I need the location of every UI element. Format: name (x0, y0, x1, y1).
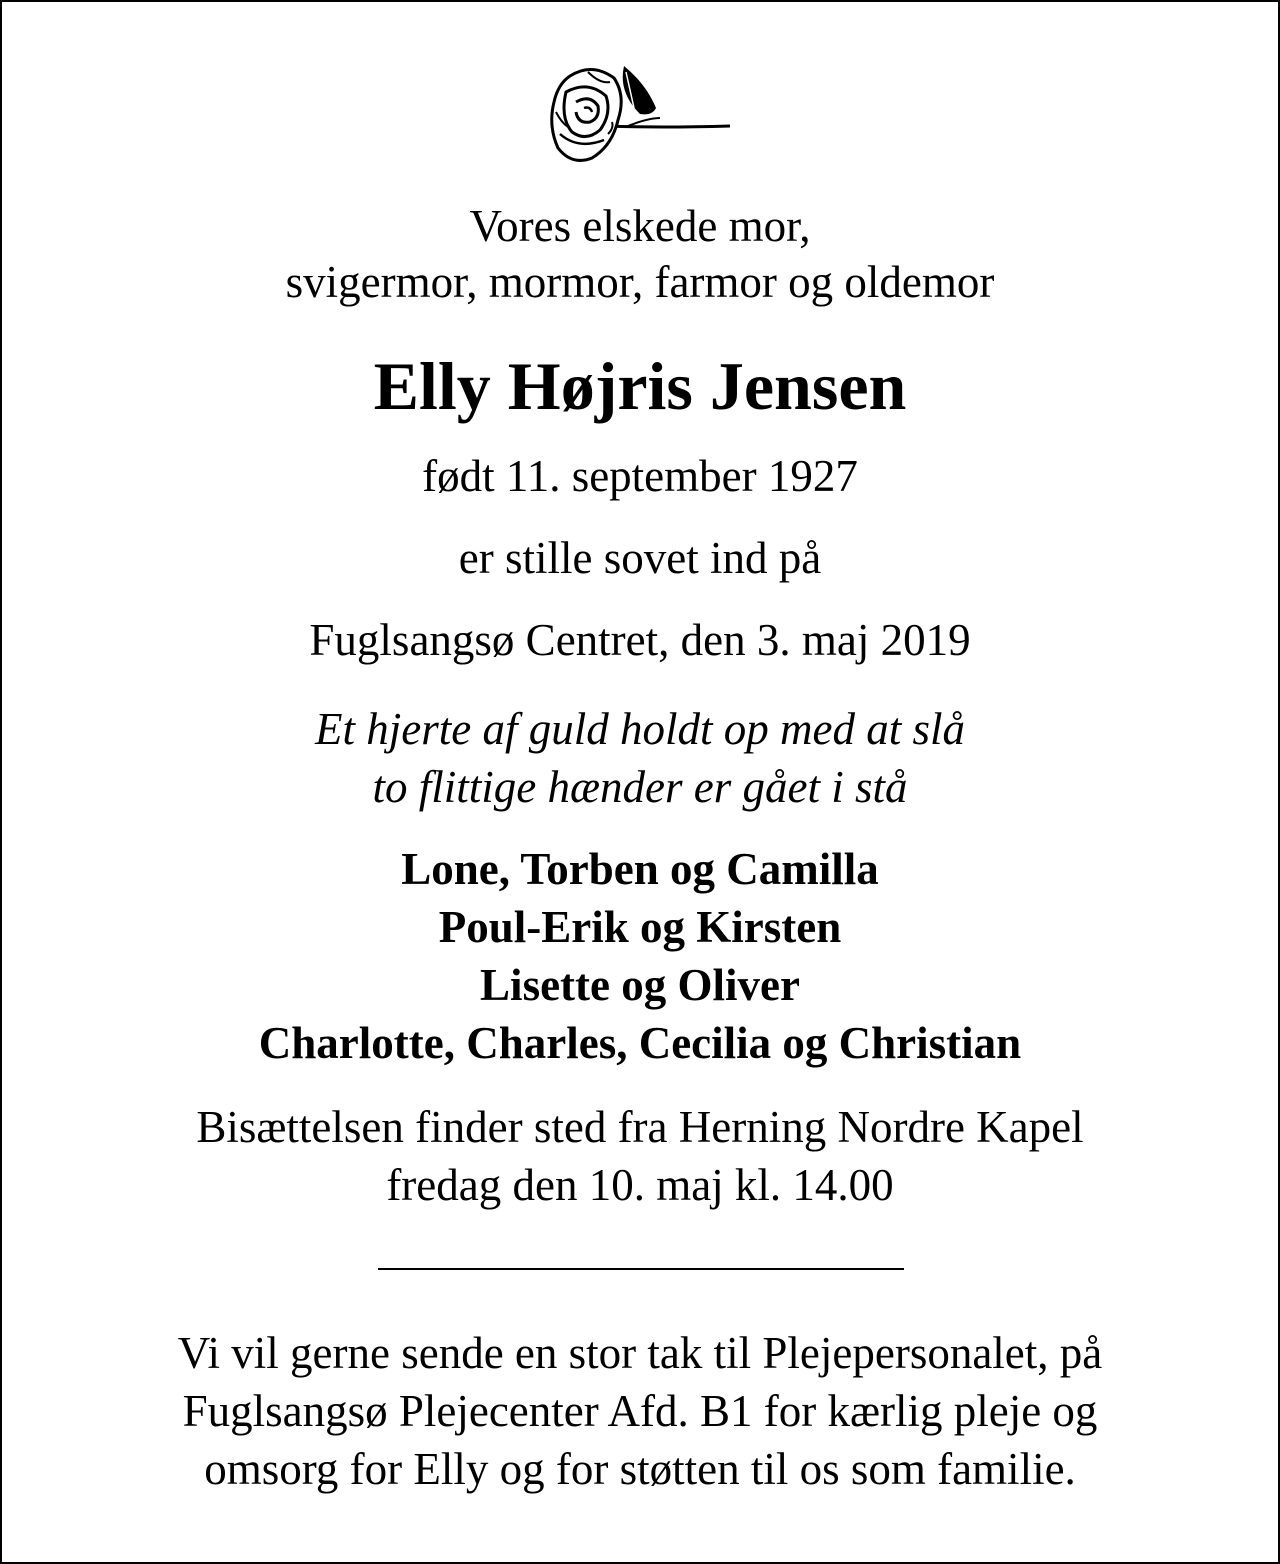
family-list (0, 840, 1280, 1072)
verse (0, 700, 1280, 816)
funeral-info (0, 1098, 1280, 1214)
thanks-message (0, 1324, 1280, 1498)
verse-line: to flittige hænder er gået i stå (372, 762, 908, 812)
funeral-line: fredag den 10. maj kl. 14.00 (386, 1160, 894, 1210)
verse-line: Et hjerte af guld holdt op med at slå (315, 704, 965, 754)
birth-date: født 11. september 1927 (422, 451, 858, 501)
family-line: Lone, Torben og Camilla (401, 844, 879, 894)
deceased-name: Elly Højris Jensen (373, 348, 907, 424)
intro-line: Vores elskede mor, (469, 201, 811, 251)
thanks-line: omsorg for Elly og for støtten til os som familie. (204, 1444, 1076, 1494)
thanks-line: Vi vil gerne sende en stor tak til Plejepersonalet, på (177, 1328, 1103, 1378)
family-line: Charlotte, Charles, Cecilia og Christian (258, 1018, 1022, 1068)
divider (378, 1268, 904, 1270)
intro-line: svigermor, mormor, farmor og oldemor (285, 257, 995, 307)
family-line: Poul-Erik og Kirsten (438, 902, 842, 952)
family-line: Lisette og Oliver (480, 960, 800, 1010)
rose-icon (548, 62, 734, 170)
thanks-line: Fuglsangsø Plejecenter Afd. B1 for kærlig pleje og (182, 1386, 1098, 1436)
intro-text (0, 198, 1280, 310)
passed-text: er stille sovet ind på (458, 533, 822, 583)
place-and-date: Fuglsangsø Centret, den 3. maj 2019 (309, 615, 971, 665)
funeral-line: Bisættelsen finder sted fra Herning Nordre Kapel (196, 1102, 1084, 1152)
